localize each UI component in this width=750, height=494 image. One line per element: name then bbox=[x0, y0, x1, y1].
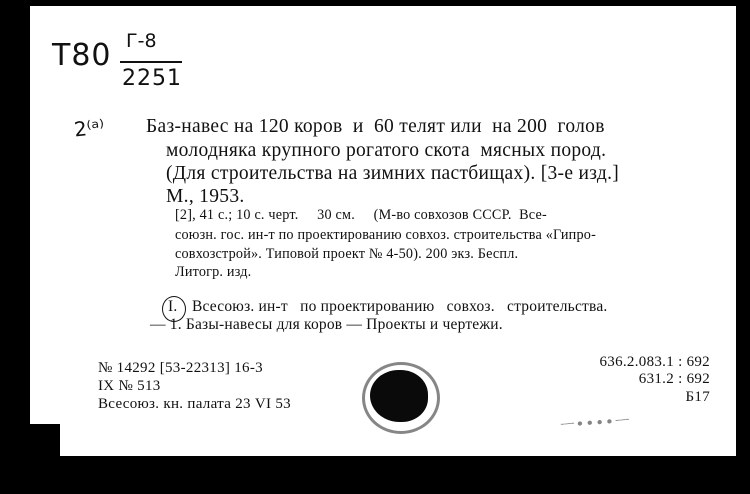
description-line-1: [2], 41 с.; 10 с. черт. 30 см. (М-во совхозов СССР. Все- bbox=[175, 207, 547, 223]
footer-left-2: IX № 513 bbox=[98, 378, 161, 394]
tracing-line-1: Всесоюз. ин-т по проектированию совхоз. строительства. bbox=[192, 298, 608, 315]
footer-right-3: Б17 bbox=[685, 389, 710, 405]
footer-right-1: 636.2.083.1 : 692 bbox=[599, 354, 710, 370]
entry-line-1: Баз-навес на 120 коров и 60 телят или на 200 голов bbox=[146, 116, 605, 137]
footer-left-3: Всесоюз. кн. палата 23 VI 53 bbox=[98, 396, 291, 412]
call-number-denominator: 2251 bbox=[122, 66, 182, 91]
tracing-roman: I. bbox=[168, 298, 178, 315]
footer-right-2: 631.2 : 692 bbox=[638, 371, 710, 387]
footer-left-1: № 14292 [53-22313] 16-3 bbox=[98, 360, 263, 376]
description-line-2: союзн. гос. ин-т по проектированию совхоз. строительства «Гипро- bbox=[175, 227, 596, 243]
scan-border-bottom bbox=[0, 456, 750, 494]
scan-border-top bbox=[0, 0, 750, 6]
scan-border-corner bbox=[0, 424, 60, 494]
scan-border-right bbox=[736, 0, 750, 494]
entry-line-4: М., 1953. bbox=[166, 186, 245, 207]
call-number-numerator: Г-8 bbox=[126, 30, 157, 52]
entry-line-2: молодняка крупного рогатого скота мясных пород. bbox=[166, 140, 607, 161]
call-number-main: T80 bbox=[52, 38, 112, 73]
punch-hole bbox=[370, 370, 428, 422]
description-line-4: Литогр. изд. bbox=[175, 264, 252, 280]
entry-line-3: (Для строительства на зимних пастбищах). [3-е изд.] bbox=[166, 163, 620, 184]
faint-stamp: ㅡ••••ㅡ bbox=[559, 411, 631, 435]
description-line-3: совхозстрой». Типовой проект № 4-50). 200 экз. Беспл. bbox=[175, 246, 519, 262]
handwritten-mark: 2⁽ᵃ⁾ bbox=[72, 114, 106, 142]
call-number-fraction-line bbox=[120, 61, 182, 63]
tracing-line-2: — 1. Базы-навесы для коров — Проекты и чертежи. bbox=[150, 316, 503, 333]
scan-border-left bbox=[0, 0, 30, 494]
